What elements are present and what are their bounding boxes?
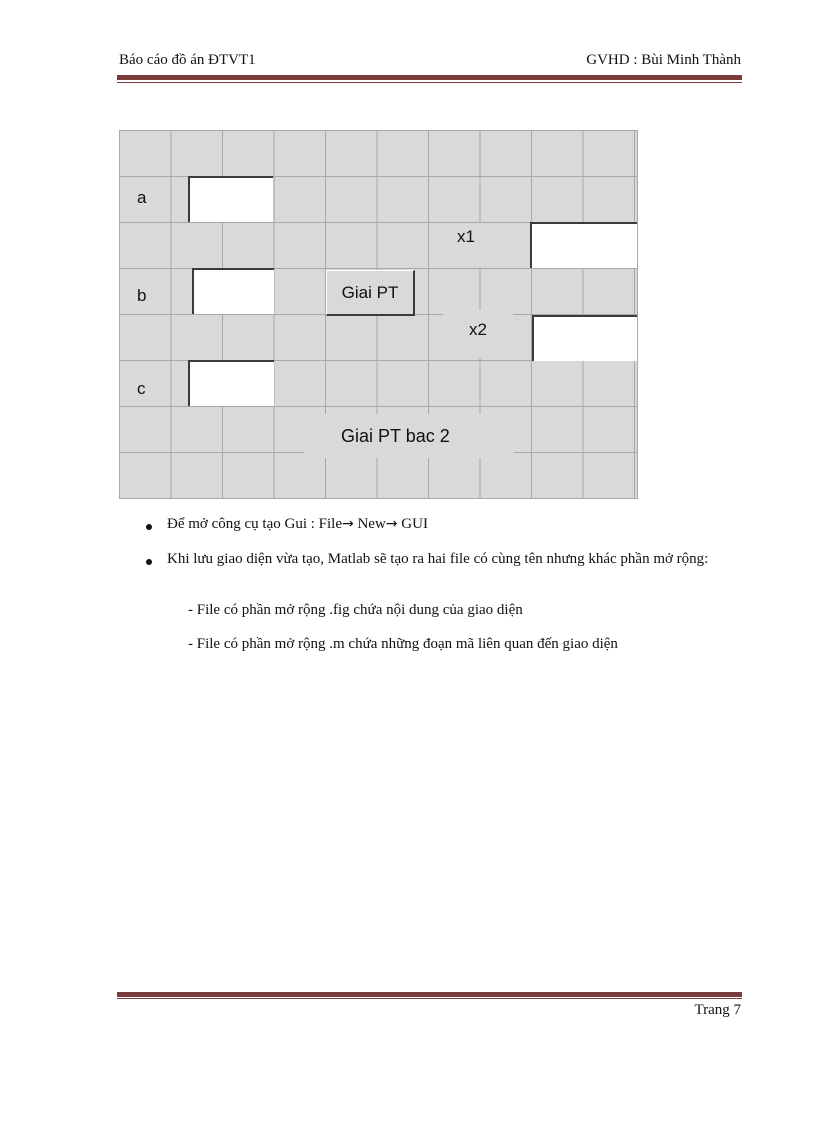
label-c: c bbox=[137, 379, 146, 398]
arrow-right-icon: → bbox=[341, 516, 354, 532]
solve-button[interactable]: Giai PT bbox=[326, 270, 415, 316]
page-number: Trang 7 bbox=[694, 1002, 741, 1018]
output-x1[interactable] bbox=[530, 222, 637, 268]
label-x2: x2 bbox=[469, 320, 487, 339]
input-c[interactable] bbox=[188, 360, 274, 406]
gui-title: Giai PT bac 2 bbox=[341, 426, 450, 446]
input-b[interactable] bbox=[192, 268, 274, 314]
output-x2[interactable] bbox=[532, 315, 637, 361]
header-rule-thin bbox=[117, 82, 742, 83]
list-item: Để mở công cụ tạo Gui : File→ New→ GUI bbox=[167, 516, 428, 532]
footer-rule-thin bbox=[117, 998, 742, 999]
header-supervisor: GVHD : Bùi Minh Thành bbox=[586, 52, 741, 68]
footer-rule-thick bbox=[117, 992, 742, 997]
arrow-right-icon: → bbox=[385, 516, 398, 532]
header-rule-thick bbox=[117, 75, 742, 80]
label-x1: x1 bbox=[457, 227, 475, 246]
sub-item-m: - File có phần mở rộng .m chứa những đoạn mã liên quan đến giao diện bbox=[188, 636, 618, 652]
sub-item-fig: - File có phần mở rộng .fig chứa nội dung của giao diện bbox=[188, 602, 523, 618]
input-a[interactable] bbox=[188, 176, 273, 222]
list-item: Khi lưu giao diện vừa tạo, Matlab sẽ tạo ra hai file có cùng tên nhưng khác phần mở rộng: bbox=[167, 551, 709, 567]
header-title: Báo cáo đồ án ĐTVT1 bbox=[119, 52, 256, 68]
gui-figure bbox=[119, 130, 638, 499]
label-a: a bbox=[137, 188, 147, 207]
label-b: b bbox=[137, 286, 147, 305]
